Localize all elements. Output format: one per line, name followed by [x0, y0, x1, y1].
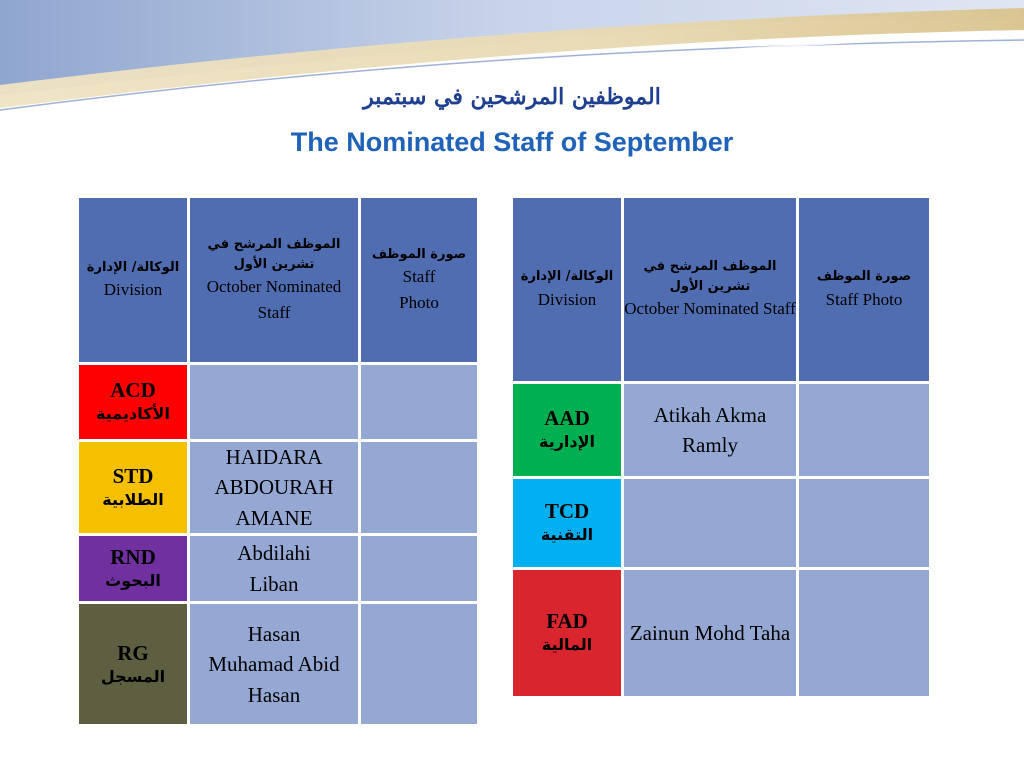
nominated-staff-table-left — [76, 195, 480, 727]
division-cell-aad — [513, 384, 621, 476]
staff-photo-cell — [799, 479, 929, 567]
division-arabic: الإدارية — [538, 432, 595, 452]
header-nominated-english: October Nominated Staff — [206, 277, 342, 322]
header-photo-arabic: صورة الموظف — [816, 269, 912, 284]
staff-name-cell — [190, 536, 358, 601]
table-row — [79, 365, 477, 439]
header-nominated-staff — [190, 198, 358, 362]
division-arabic: المسجل — [100, 666, 166, 686]
staff-name-cell — [624, 479, 796, 567]
staff-name-cell — [190, 365, 358, 439]
table-row — [79, 442, 477, 533]
page-title-arabic: الموظفين المرشحين في سبتمبر — [363, 84, 661, 110]
table-row — [513, 384, 929, 476]
staff-name: Hasan Muhamad Abid Hasan — [208, 621, 340, 707]
header-photo-arabic: صورة الموظف — [371, 246, 467, 262]
table-row — [79, 536, 477, 601]
staff-photo-cell — [361, 604, 477, 724]
staff-name-cell — [190, 442, 358, 533]
staff-name-cell — [190, 604, 358, 724]
staff-name: Zainun Mohd Taha — [629, 620, 791, 645]
division-arabic: التقنية — [540, 525, 594, 545]
header-division — [513, 198, 621, 381]
division-cell-rnd — [79, 536, 187, 601]
header-nominated-arabic: الموظف المرشح في تشرين الأول — [643, 259, 777, 294]
division-cell-acd — [79, 365, 187, 439]
division-arabic: المالية — [541, 635, 593, 655]
staff-photo-cell — [361, 442, 477, 533]
staff-photo-cell — [361, 365, 477, 439]
staff-name-cell — [624, 384, 796, 476]
staff-photo-cell — [799, 570, 929, 696]
division-code: AAD — [544, 406, 590, 431]
header-division-english: Division — [103, 280, 163, 299]
division-cell-tcd — [513, 479, 621, 567]
division-cell-fad — [513, 570, 621, 696]
division-code: RG — [117, 640, 149, 665]
header-staff-photo — [799, 198, 929, 381]
nominated-staff-table-right — [510, 195, 932, 699]
header-nominated-staff — [624, 198, 796, 381]
division-code: FAD — [546, 609, 588, 634]
header-division — [79, 198, 187, 362]
staff-name: Atikah Akma Ramly — [653, 402, 767, 457]
header-division-arabic: الوكالة/ الإدارة — [520, 269, 614, 284]
header-nominated-arabic: الموظف المرشح في تشرين الأول — [207, 237, 341, 272]
division-code: RND — [110, 545, 156, 570]
page-title: The Nominated Staff of September — [290, 127, 734, 157]
division-code: STD — [112, 463, 154, 488]
division-code: ACD — [110, 378, 156, 403]
staff-photo-cell — [799, 384, 929, 476]
header-photo-english: Staff Photo — [825, 289, 903, 309]
division-cell-rg — [79, 604, 187, 724]
division-arabic: الأكاديمية — [96, 404, 170, 424]
table-row — [513, 479, 929, 567]
header-division-english: Division — [537, 289, 597, 309]
header-photo-english: Staff Photo — [399, 267, 439, 312]
division-arabic: البحوث — [105, 571, 161, 591]
header-nominated-english: October Nominated Staff — [624, 299, 796, 319]
table-row — [513, 570, 929, 696]
table-header-row — [79, 198, 477, 362]
staff-name: HAIDARA ABDOURAH AMANE — [214, 445, 334, 530]
staff-photo-cell — [361, 536, 477, 601]
table-row — [79, 604, 477, 724]
header-swoosh-decoration — [0, 0, 1024, 140]
staff-name: Abdilahi Liban — [237, 541, 311, 596]
header-division-arabic: الوكالة/ الإدارة — [86, 259, 180, 275]
division-code: TCD — [544, 499, 590, 524]
table-header-row — [513, 198, 929, 381]
header-staff-photo — [361, 198, 477, 362]
division-arabic: الطلابية — [102, 490, 164, 510]
division-cell-std — [79, 442, 187, 533]
staff-name-cell — [624, 570, 796, 696]
